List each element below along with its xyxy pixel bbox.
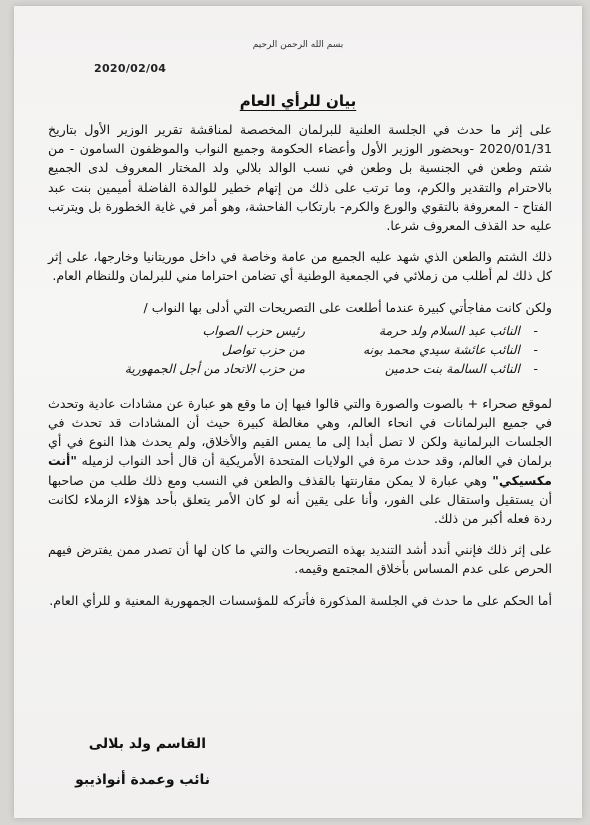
- statement-body: [48, 120, 552, 622]
- list-dash: -: [533, 360, 538, 376]
- paragraph-1: على إثر ما حدث في الجلسة العلنية للبرلمان المخصصة لمناقشة تقرير الوزير الأول بتاريخ 2020/01/31 -وبحضور الوزير الأول وأعضاء الحكومة وجميع النواب والموظفون السامون - من شتم وطعن في الجنسية بل وطعن في نسب الوالد بلالي ولد المختار المعروف لدى الجميع بالاحترام والتقدير والكرم، وما ترتب على ذلك من إتهام خطير للوالدة الفاضلة أميمين بنت عبد الفتاح - المعروفة بالتقوي والورع والكرم- بارتكاب الفاحشة، وهو أمر في غاية الخطورة بل ويترتب عليه حد القذف المعروف شرعا.: [48, 122, 552, 234]
- mp-party: رئيس حزب الصواب: [202, 322, 305, 338]
- document-page: [14, 6, 582, 818]
- list-dash: -: [533, 322, 538, 338]
- mp-party: من حزب تواصل: [221, 341, 305, 357]
- mp-list-item: [48, 340, 538, 359]
- paragraph-4-part-2: وهي عبارة لا يمكن مقارنتها بالقذف والطعن في النسب ومع ذلك طلب من صاحبها أن يستقيل واستقال على الفور، وأنا على يقين أنه لو كان الأمر يتعلق بأحد هؤلاء الزملاء لكانت ردة فعله أكبر من ذلك.: [48, 472, 552, 527]
- document-title: بيان للرأي العام: [239, 92, 357, 110]
- document-date: 2020/02/04: [94, 62, 167, 75]
- quoted-phrase: "أنت مكسيكي": [48, 453, 552, 488]
- mp-list-item: [48, 359, 538, 378]
- paragraph-6: أما الحكم على ما حدث في الجلسة المذكورة فأتركه للمؤسسات الجمهورية المعنية و للرأي العام.: [49, 592, 552, 608]
- list-dash: -: [533, 341, 538, 357]
- mp-name: النائب السالمة بنت حدمين: [384, 360, 520, 376]
- mp-name: النائب عبد السلام ولد حرمة: [378, 322, 520, 338]
- paragraph-5: على إثر ذلك فإنني أندد أشد التنديد بهذه التصريحات والتي ما كان لها أن تصدر ممن يفترض فيهم الحرص على عدم المساس بأخلاق المجتمع وقيمه.: [48, 542, 552, 577]
- mp-name: النائب عائشة سيدي محمد بونه: [363, 341, 520, 357]
- mp-list: [48, 321, 552, 378]
- paragraph-4: [48, 394, 552, 528]
- paragraph-4-part-1: لموقع صحراء + بالصوت والصورة والتي قالوا فيها إن ما وقع هو عبارة عن مشادات عادية وتحدث في جميع البرلمانات في انحاء العالم، وهي مغالطة كبيرة حيث أن المشادات قد تحدث في الجلسات البرلمانية ولكن لا تصل أبدا إلى ما يمس القيم والأخلاق، ولم يحدث هذا النوع في أي برلمان في العالم، وقد حدث مرة في الولايات المتحدة الأمريكية أن قال أحد النواب لزميله: [48, 395, 552, 469]
- paragraph-2: ذلك الشتم والطعن الذي شهد عليه الجميع من عامة وخاصة في داخل موريتانيا وخارجها، على إثر كل ذلك لم أطلب من زملائي في الجمعية الوطنية أي تضامن احتراما مني للبرلمان وللنظام العام.: [48, 249, 552, 284]
- basmala: بسم الله الرحمن الرحيم: [252, 40, 344, 50]
- signatory-role: نائب وعمدة أنواذيبو: [75, 772, 210, 788]
- signatory-name: القاسم ولد بلالى: [88, 736, 206, 752]
- paragraph-3: ولكن كانت مفاجأتي كبيرة عندما أطلعت على التصريحات التي أدلى بها النواب /: [143, 299, 552, 315]
- mp-party: من حزب الاتحاد من أجل الجمهورية: [124, 360, 305, 376]
- mp-list-item: [48, 321, 538, 340]
